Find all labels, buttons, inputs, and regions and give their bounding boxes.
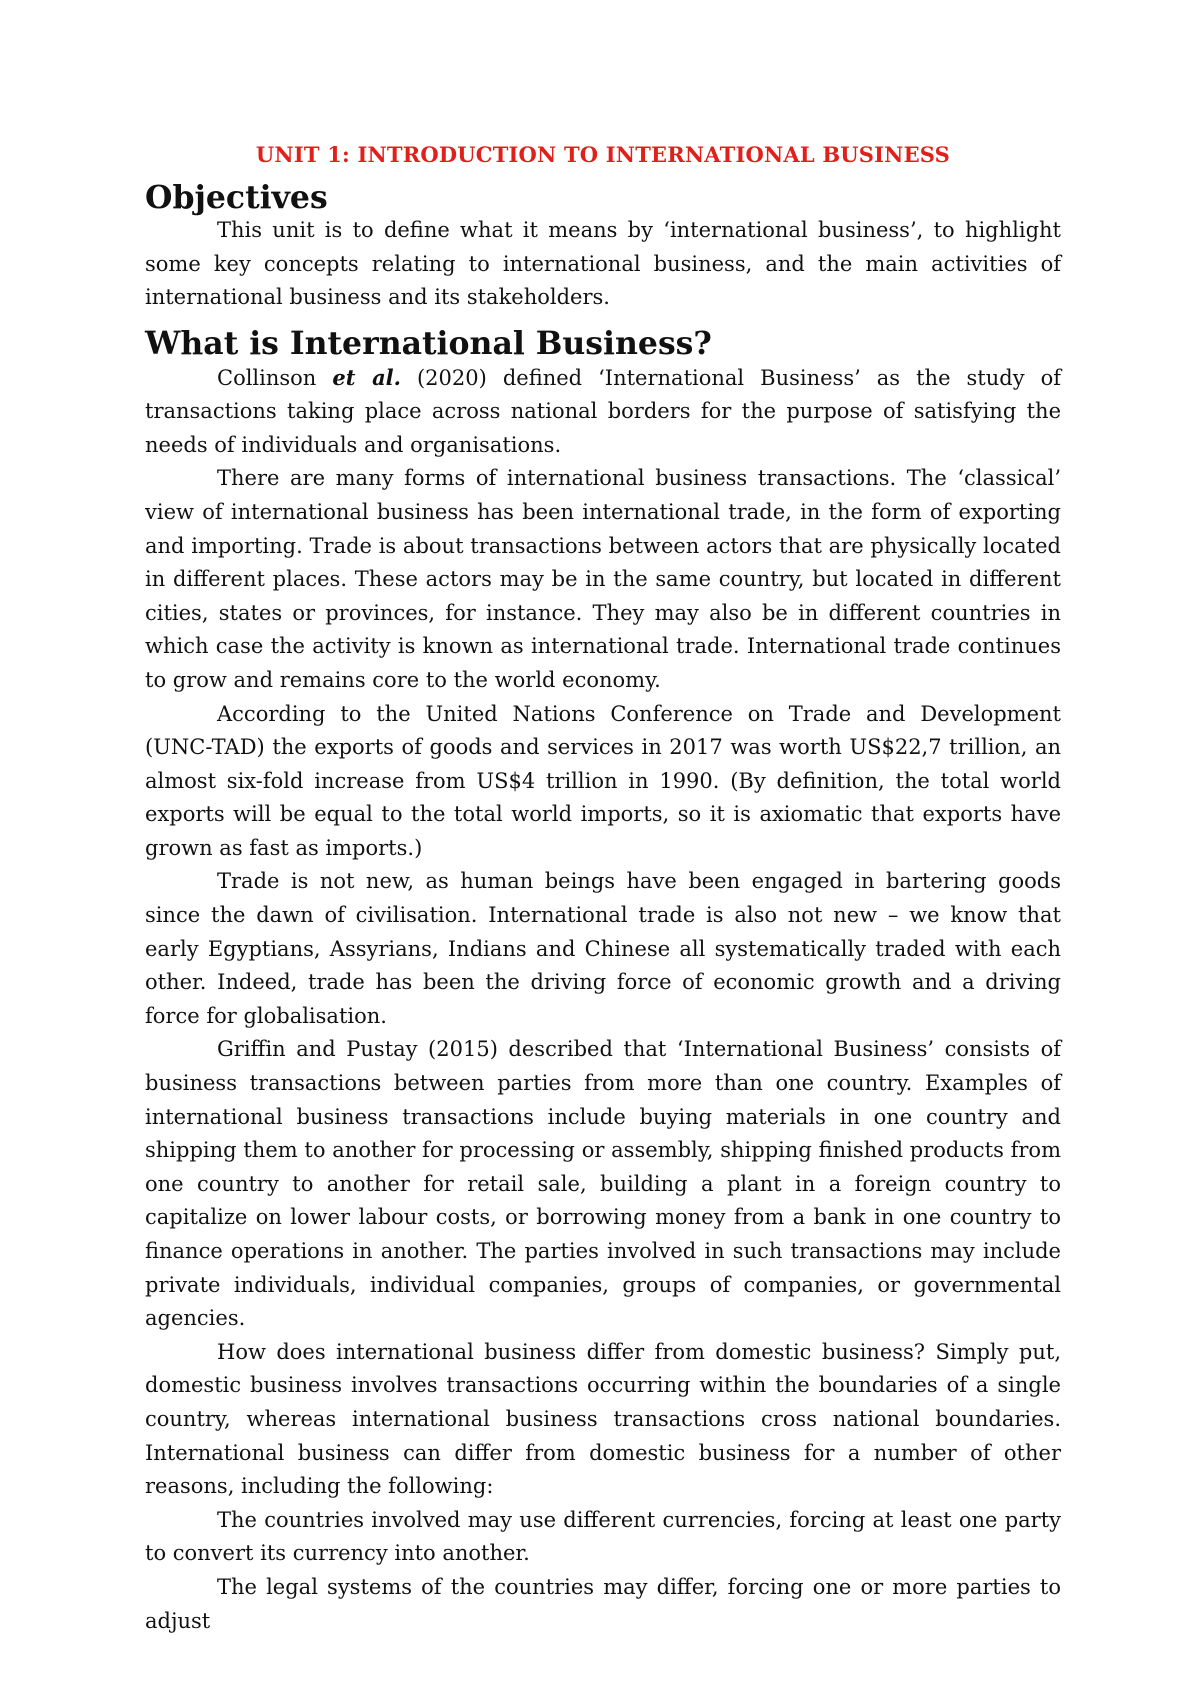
definition-paragraph [145,361,1061,463]
objectives-paragraph: This unit is to define what it means by ‘international business’, to highlight some key concepts relating to international business, and the main activities of international business and its stakeholders. [145,218,1061,310]
definition-text-start: Collinson [217,365,333,390]
body-paragraph-griffin-pustay: Griffin and Pustay (2015) described that ‘International Business’ consists of business transactions between parties from more than one country. Examples of international business transactions include buying materials in one country and shipping them to another for processing or assembly, shipping finished products from one country to another for retail sale, building a plant in a foreign country to capitalize on lower labour costs, or borrowing money from a bank in one country to finance operations in another. The parties involved in such transactions may include private individuals, individual companies, groups of companies, or governmental agencies. [145,1037,1061,1331]
body-paragraph-domestic-vs-international: How does international business differ from domestic business? Simply put, domestic business involves transactions occurring within the boundaries of a single country, whereas international business transactions cross national boundaries. International business can differ from domestic business for a number of other reasons, including the following: [145,1339,1061,1499]
body-paragraph-currencies: The countries involved may use different currencies, forcing at least one party to convert its currency into another. [145,1507,1061,1566]
citation-et-al: et al. [332,364,401,390]
body-paragraph-legal-systems: The legal systems of the countries may differ, forcing one or more parties to adjust [145,1574,1061,1633]
body-paragraph-unctad: According to the United Nations Conference on Trade and Development (UNC-TAD) the exports of goods and services in 2017 was worth US$22,7 trillion, an almost six-fold increase from US$4 trillion in 1990. (By definition, the total world exports will be equal to the total world imports, so it is axiomatic that exports have grown as fast as imports.) [145,701,1061,860]
section-heading-what-is-ib: What is International Business? [145,324,712,362]
unit-title: UNIT 1: INTRODUCTION TO INTERNATIONAL BUSINESS [255,142,951,167]
body-paragraph-trade-forms: There are many forms of international business transactions. The ‘classical’ view of international business has been international trade, in the form of exporting and importing. Trade is about transactions between actors that are physically located in different places. These actors may be in the same country, but located in different cities, states or provinces, for instance. They may also be in different countries in which case the activity is known as international trade. International trade continues to grow and remains core to the world economy. [145,466,1061,692]
document-page [145,138,1061,1638]
body-paragraph-trade-history: Trade is not new, as human beings have been engaged in bartering goods since the dawn of civilisation. International trade is also not new – we know that early Egyptians, Assyrians, Indians and Chinese all systematically traded with each other. Indeed, trade has been the driving force of economic growth and a driving force for globalisation. [145,869,1061,1028]
definition-text-end: (2020) defined ‘International Business’ as the study of transactions taking place across national borders for the purpose of satisfying the needs of individuals and organisations. [145,365,1061,457]
section-heading-objectives: Objectives [145,178,328,216]
